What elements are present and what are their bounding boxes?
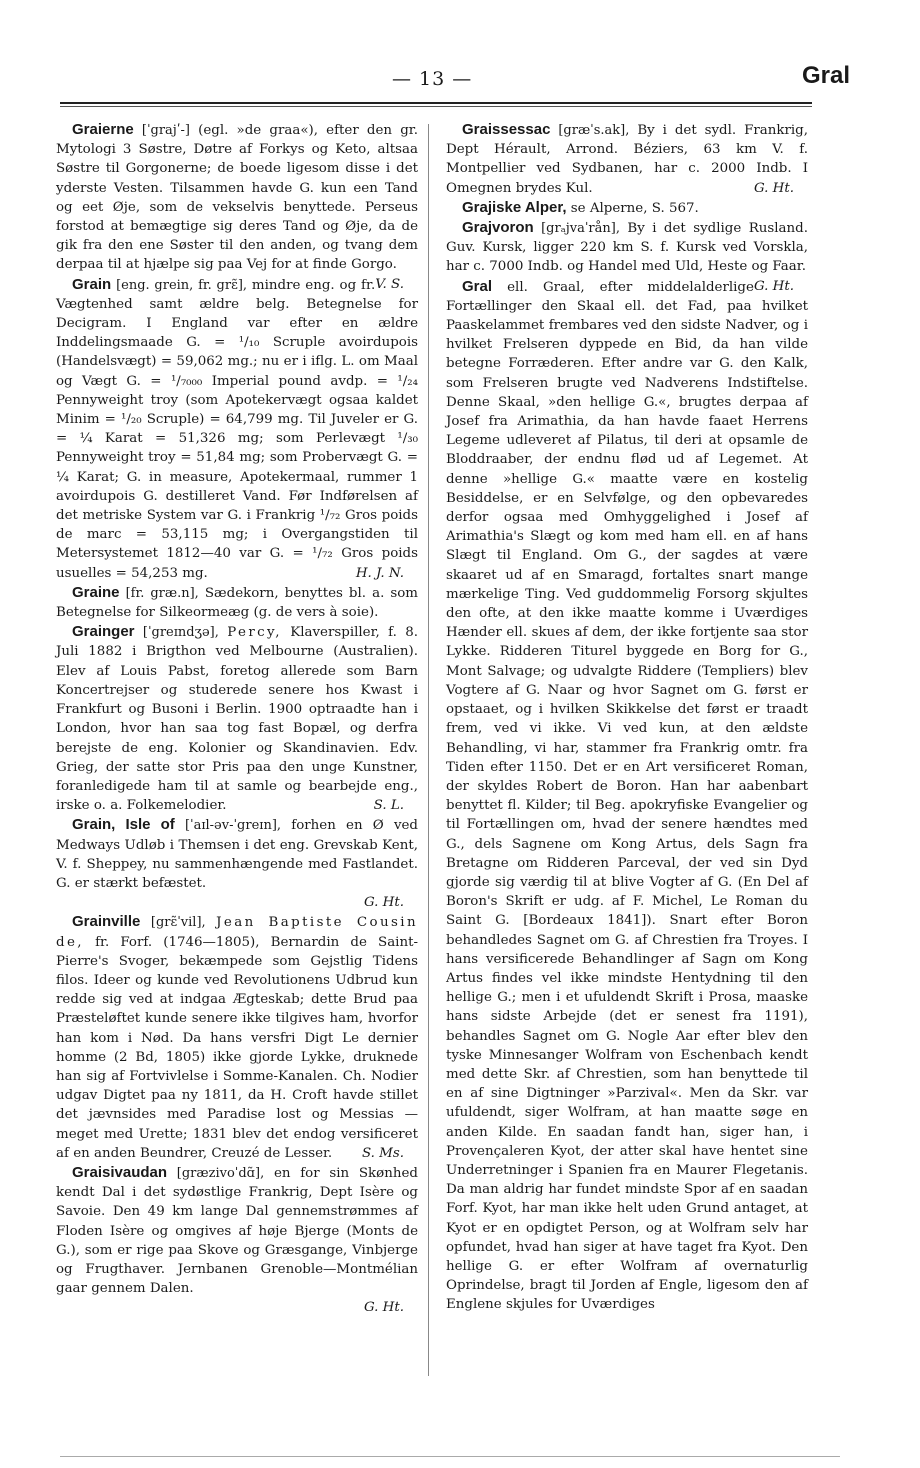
entry-text: en for sin Skønhed kendt Dal i det sydøstlige Frankrig, Dept Isère og Savoie. Den 49 km lange Dal gennemstrømmes af Floden Isère og omgives af høje Bjerge (Monts de G.), som er rige paa Skove og Græsgange, Vinbjerge og Frugthaver. Jernbanen Grenoble—Montmélian gaar gennem Dalen.	[56, 1165, 418, 1297]
headword: Grajvoron	[462, 219, 534, 237]
pronunciation: [ˈaɪl-əv-ˈgreɪn],	[184, 818, 282, 834]
entry-text: By i det sydl. Frankrig, Dept Hérault, Arrond. Béziers, 63 km V. f. Montpellier ved Sydbanen, har c. 2000 Indb. I Omegnen brydes Kul.	[446, 123, 808, 196]
pronunciation: [græzivoˈdɑ̃],	[176, 1165, 265, 1181]
pronunciation: [fr. græ.n],	[125, 585, 199, 601]
headword: Grajiske Alper,	[462, 198, 567, 216]
headword: Graierne	[72, 121, 134, 138]
author-signature: V. S.	[375, 276, 404, 292]
page-header	[60, 62, 860, 102]
right-column	[446, 120, 808, 1315]
entry-graine	[56, 583, 418, 622]
left-column	[56, 120, 418, 1318]
entry-text: mindre eng. og fr. Vægtenhed samt ældre belg. Betegnelse for Decigram. I England var efter en ældre Inddelingsmaade G. = ¹/₁₀ Scruple avoirdupois (Handelsvægt) = 59,062 mg.; nu er i iflg. L. om Maal og Vægt G. = ¹/₇₀₀₀ Imperial pound avdp. = ¹/₂₄ Pennyweight troy (som Apotekervægt ogsaa kaldet Minim = ¹/₂₀ Scruple) = 64,799 mg. Til Juveler er G. = ¼ Karat = 51,326 mg; som Perlevægt ¹/₃₀ Pennyweight troy = 51,84 mg; som Probervægt G. = ¼ Karat; G. in measure, Apotekermaal, rummer 1 avoirdupois G. destilleret Vand. Før Indførelsen af det metriske System var G. i Frankrig ¹/₇₂ Gros poids de marc = 53,115 mg; i Overgangstiden til Metersystemet 1812—40 var G. = ¹/₇₂ Gros poids usuelles = 54,253 mg.	[56, 277, 418, 581]
entry-gral	[446, 277, 808, 1315]
pronunciation: [ˈgreɪndʒə],	[142, 625, 219, 641]
header-rule-thin	[60, 106, 812, 107]
headword: Graine	[72, 583, 120, 601]
author-signature: G. Ht.	[363, 895, 404, 911]
page-number: — 13 —	[392, 68, 473, 90]
entry-text: forhen en Ø ved Medways Udløb i Themsen i det eng. Grevskab Kent, V. f. Sheppey, nu sammenhængende med Fastlandet. G. er stærkt befæstet.	[56, 818, 419, 891]
entry-text: fr. Forf. (1746—1805), Bernardin de Saint-Pierre's Svoger, bekæmpede som Gejstlig Tidens filos. Ideer og kunde ved Revolutionens Udbrud kun redde sig ved at indgaa Ægteskab; dette Brud paa Præsteløftet kunde senere ikke tilgives ham, hvorfor han kom i Nød. Da hans versfri Digt Le dernier homme (2 Bd, 1805) ikke gjorde Lykke, druknede han sig af Fortvivlelse i Somme-Kanalen. Ch. Nodier udgav Digtet paa ny 1811, da H. Croft havde stillet det jævnsides med Paradise lost og Messias — meget med Urette; 1831 blev det endog versificeret af en anden Beundrer, Creuzé de Lesser.	[56, 934, 418, 1161]
headword: Grain, Isle of	[72, 816, 175, 834]
entry-text: Sædekorn, benyttes bl. a. som Betegnelse for Silkeormeæg (g. de vers à soie).	[56, 585, 419, 621]
header-rule	[60, 102, 812, 104]
author-signature: G. Ht.	[753, 278, 794, 294]
pronunciation: [grɛ̃ˈvil],	[150, 915, 206, 931]
column-divider	[428, 124, 429, 1376]
entry-text: se Alperne, S. 567.	[570, 200, 699, 216]
spaced-name: Percy,	[227, 625, 282, 641]
headword: Gral	[462, 277, 493, 295]
spaced-name: Jean Baptiste Cousin de,	[56, 915, 418, 950]
headword: Grainger	[72, 623, 135, 641]
entry-graisivaudan	[56, 1163, 418, 1318]
author-signature: S. Ms.	[361, 1145, 404, 1161]
entry-grain	[56, 275, 418, 583]
entry-grain-isle-of	[56, 815, 418, 912]
pronunciation: [græˈs.ak],	[558, 123, 630, 138]
pronunciation: [eng. grein, fr. grɛ̃],	[116, 277, 248, 293]
headword: Grain	[72, 275, 112, 293]
running-head: Gral	[801, 62, 850, 89]
headword: Graisivaudan	[72, 1163, 168, 1181]
headword: Graissessac	[462, 121, 551, 138]
entry-text: By i det sydlige Rusland. Guv. Kursk, ligger 220 km S. f. Kursk ved Vorskla, har c. 7000 Indb. og Handel med Uld, Heste og Faar.	[446, 221, 808, 275]
author-signature: S. L.	[373, 798, 404, 814]
entry-grainville	[56, 912, 418, 1163]
pronunciation: [ˈgrajʹ-]	[141, 123, 190, 138]
pronunciation: [grₐjvaˈrån],	[541, 221, 620, 237]
entry-grainger	[56, 622, 418, 815]
headword: Grainville	[72, 913, 141, 931]
entry-grajiske-alper	[446, 198, 808, 218]
entry-graissessac	[446, 120, 808, 198]
entry-text: ell. Graal, efter middelalderlige Fortællinger den Skaal ell. det Fad, paa hvilket Paaskelammet frembares ved den sidste Nadver, og i hvilket Frelseren dyppede en Bid, da han vilde betegne Forræderen. Efter andre var G. den Kalk, som Frelseren brugte ved Nadverens Indstiftelse. Denne Skaal, »den hellige G.«, brugtes derpaa af Josef fra Arimathia, da han havde faaet Herrens Legeme udleveret af Pilatus, til deri at opsamle de Bloddraaber, der endnu flød ud af Legemet. At denne »hellige G.« maatte være en kostelig Besiddelse, er en Selvfølge, og den opbevaredes derfor ogsaa med Omhyggelighed i Josef af Arimathia's Slægt og kom med ham ell. en af hans Slægt til England. Om G., der sagdes at være skaaret ud af en Smaragd, fortaltes snart mange mærkelige Ting. Ved guddommelig Forsorg skjultes den ofte, at den ikke maatte komme i Uværdiges Hænder ell. skues af dem, der ikke fortjente saa stor Lykke. Ridderen Titurel byggede en Borg for G., Mont Salvage; og udvalgte Riddere (Templiers) blev Vogtere af G. Naar og hvor Sagnet om G. først er opstaaet, og i hvilken Skikkelse det først er traadt frem, ved vi ikke. Vi ved kun, at den ældste Behandling, vi har, stammer fra Frankrig omtr. fra Tiden efter 1150. Det er en Art versificeret Roman, der skyldes Robert de Boron. Han har aabenbart benyttet fl. Kilder; til Beg. apokryfiske Evangelier og til Fortællingen om, hvad der senere hændtes med G., dels Sagnene om Kong Artus, dels Sagn fra Bretagne om Ridderen Parceval, der ved sin Dyd gjorde sig værdig til at blive Vogter af G. (En Del af Boron's Skrift er udg. af F. Michel, Le Roman du Saint G. [Bordeaux 1841]). Snart efter Boron behandledes Sagnet om G. af Chrestien fra Troyes. I hans versificerede Behandlinger af Sagn om Kong Artus findes vel ikke mindste Hentydning til den hellige G.; men i et ufuldendt Skrift i Prosa, maaske hans sidste Arbejde (det er senest fra 1191), behandles Sagnet om G. Nogle Aar efter blev den tyske Minnesanger Wolfram von Eschenbach kendt med dette Skr. af Chrestien, som han benyttede til en af sine Digtninger »Parzival«. Men da Skr. var ufuldendt, siger Wolfram, at han maatte søge en anden Kilde. En saadan fandt han, siger han, i Provençaleren Kyot, der atter skal have hentet sine Underretninger i Spanien fra en Maurer Flegetanis. Da man aldrig har fundet mindste Spor af en saadan Forf. Kyot, har man ikke helt uden Grund antaget, at Kyot er en opdigtet Person, og at Wolfram selv har opfundet, hvad han siger at have taget fra Kyot. Den hellige G. er efter Wolfram af overnaturlig Oprindelse, bragt til Jorden af Engle, ligesom den af Englene skjules for Uværdiges	[446, 279, 808, 1313]
bottom-rule	[60, 1456, 840, 1457]
author-signature: H. J. N.	[355, 565, 404, 581]
author-signature: G. Ht.	[753, 180, 794, 196]
author-signature: G. Ht.	[363, 1300, 404, 1316]
entry-text: (egl. »de graa«), efter den gr. Mytologi 3 Søstre, Døtre af Forkys og Keto, altsaa Søstre til Gorgonerne; de boede ligesom disse i det yderste Vesten. Tilsammen havde G. kun een Tand og eet Øje, som de vekselvis benyttede. Perseus forstod at bemægtige sig deres Tand og Øje, da de gik fra den ene Søster til den anden, og tvang dem derpaa til at hjælpe sig paa Vej for at finde Gorgo.	[56, 123, 418, 273]
entry-text: Klaverspiller, f. 8. Juli 1882 i Brigthon ved Melbourne (Australien). Elev af Louis Pabst, foretog allerede som Barn Koncertrejser og studerede senere hos Kwast i Frankfurt og Busoni i Berlin. 1900 optraadte han i London, hvor han saa tog fast Bopæl, og derfra berejste de eng. Kolonier og Skandinavien. Edv. Grieg, der satte stor Pris paa den unge Kunstner, foranledigede ham til at samle og bearbejde eng., irske o. a. Folkemelodier.	[56, 625, 418, 814]
